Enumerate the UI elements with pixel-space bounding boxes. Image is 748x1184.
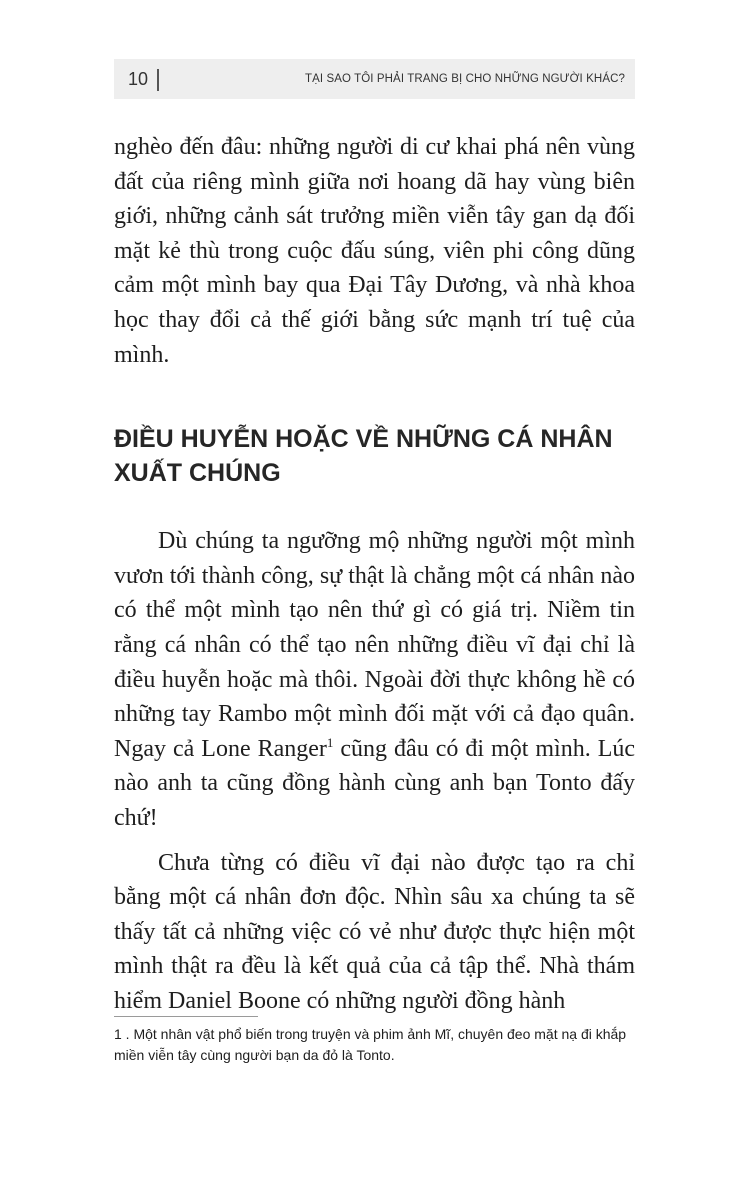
paragraph (114, 524, 635, 835)
footnote-divider (114, 1016, 258, 1017)
running-title: TẠI SAO TÔI PHẢI TRANG BỊ CHO NHỮNG NGƯỜI KHÁC? (304, 73, 625, 85)
page-header (114, 59, 635, 99)
section-heading: ĐIỀU HUYỄN HOẶC VỀ NHỮNG CÁ NHÂN XUẤT CHÚNG (114, 425, 613, 488)
paragraph: nghèo đến đâu: những người di cư khai phá nên vùng đất của riêng mình giữa nơi hoang dã hay vùng biên giới, những cảnh sát trưởng miền viễn tây gan dạ đối mặt kẻ thù trong cuộc đấu súng, viên phi công dũng cảm một mình bay qua Đại Tây Dương, và nhà khoa học thay đổi cả thế giới bằng sức mạnh trí tuệ của mình. (114, 134, 635, 368)
paragraph-text: Dù chúng ta ngưỡng mộ những người một mình vươn tới thành công, sự thật là chẳng một cá nhân nào có thể một mình tạo nên thứ gì có giá trị. Niềm tin rằng cá nhân có thể tạo nên những điều vĩ đại chỉ là điều huyễn hoặc mà thôi. Ngoài đời thực không hề có những tay Rambo một mình đối mặt với cả đạo quân. Ngay cả Lone Ranger (114, 528, 635, 762)
footnote: 1 . Một nhân vật phổ biến trong truyện và phim ảnh Mĩ, chuyên đeo mặt nạ đi khắp miền viễn tây cùng người bạn da đỏ là Tonto. (114, 1026, 627, 1063)
page-number: 10 (128, 69, 149, 89)
paragraph-text: cũng đâu có đi một mình. Lúc nào anh ta cũng đồng hành cùng anh bạn Tonto đấy chứ! (114, 735, 636, 831)
footnote-marker: 1 (326, 734, 334, 750)
paragraph: Chưa từng có điều vĩ đại nào được tạo ra chỉ bằng một cá nhân đơn độc. Nhìn sâu xa chúng ta sẽ thấy tất cả những việc có vẻ như được thực hiện một mình thật ra đều là kết quả của cả tập thể. Nhà thám hiểm Daniel Boone có những người đồng hành (114, 849, 635, 1014)
header-divider (157, 69, 159, 91)
page-body (114, 130, 635, 1018)
